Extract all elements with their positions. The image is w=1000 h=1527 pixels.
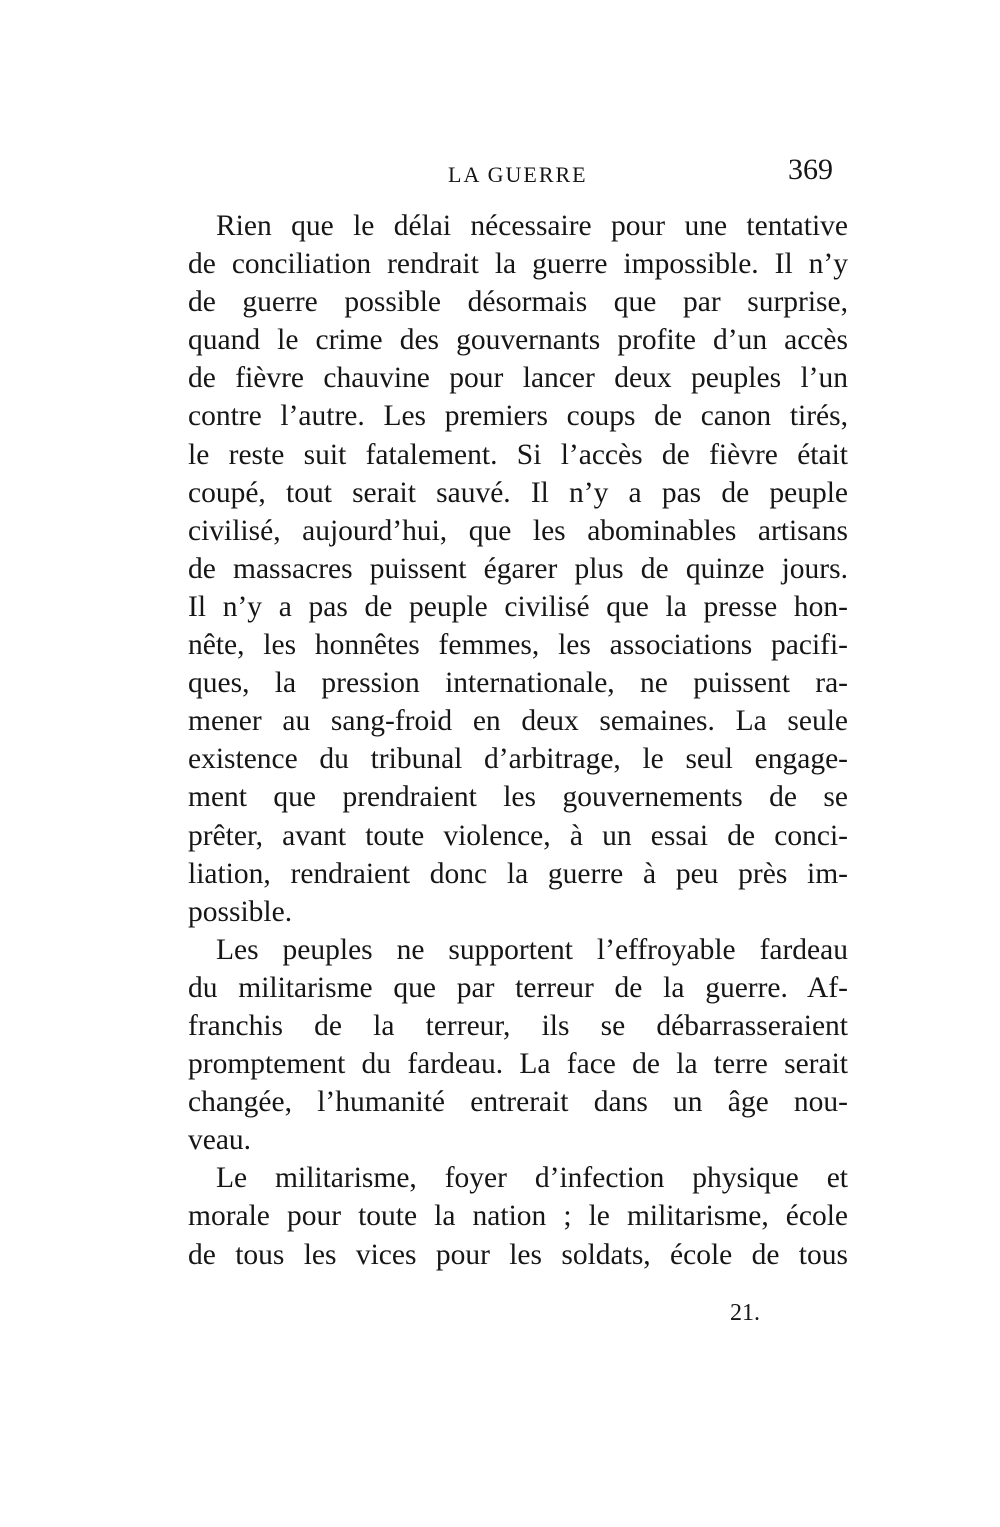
text-line: du militarisme que par terreur de la guerre. Af-	[188, 971, 848, 1004]
page-number: 369	[788, 153, 833, 186]
running-title: LA GUERRE	[448, 162, 588, 187]
text-line: prêter, avant toute violence, à un essai de conci-	[188, 819, 848, 852]
text-line: mener au sang-froid en deux semaines. La seule	[188, 705, 848, 738]
text-line: liation, rendraient donc la guerre à peu près im-	[188, 857, 848, 890]
text-line: Le militarisme, foyer d’infection physique et	[216, 1162, 848, 1195]
body-text	[188, 207, 848, 1274]
text-line: possible.	[188, 895, 293, 928]
text-line: de massacres puissent égarer plus de quinze jours.	[188, 552, 848, 585]
text-line: nête, les honnêtes femmes, les associations pacifi-	[188, 629, 848, 662]
text-line: quand le crime des gouvernants profite d’un accès	[188, 324, 848, 357]
text-line: franchis de la terreur, ils se débarrasseraient	[188, 1009, 848, 1042]
text-line: existence du tribunal d’arbitrage, le seul engage-	[188, 743, 848, 776]
text-line: ment que prendraient les gouvernements de se	[188, 781, 848, 814]
text-line: Les peuples ne supportent l’effroyable fardeau	[216, 933, 848, 966]
text-line: Il n’y a pas de peuple civilisé que la presse hon-	[188, 590, 848, 623]
text-line: changée, l’humanité entrerait dans un âge nou-	[188, 1086, 848, 1119]
text-line: coupé, tout serait sauvé. Il n’y a pas de peuple	[188, 476, 848, 509]
text-line: civilisé, aujourd’hui, que les abominables artisans	[188, 514, 848, 547]
text-line: de tous les vices pour les soldats, école de tous	[188, 1238, 848, 1271]
text-line: contre l’autre. Les premiers coups de canon tirés,	[188, 400, 848, 433]
signature-mark: 21.	[730, 1300, 760, 1326]
text-line: de conciliation rendrait la guerre impossible. Il n’y	[188, 248, 848, 281]
text-line: morale pour toute la nation ; le militarisme, école	[188, 1200, 848, 1233]
text-line: ques, la pression internationale, ne puissent ra-	[188, 667, 848, 700]
text-line: promptement du fardeau. La face de la terre serait	[188, 1048, 848, 1081]
text-line: de guerre possible désormais que par surprise,	[188, 286, 848, 319]
text-line: de fièvre chauvine pour lancer deux peuples l’un	[188, 362, 848, 395]
text-line: veau.	[188, 1124, 252, 1157]
text-line: Rien que le délai nécessaire pour une tentative	[216, 210, 848, 242]
text-line: le reste suit fatalement. Si l’accès de fièvre était	[188, 438, 848, 471]
